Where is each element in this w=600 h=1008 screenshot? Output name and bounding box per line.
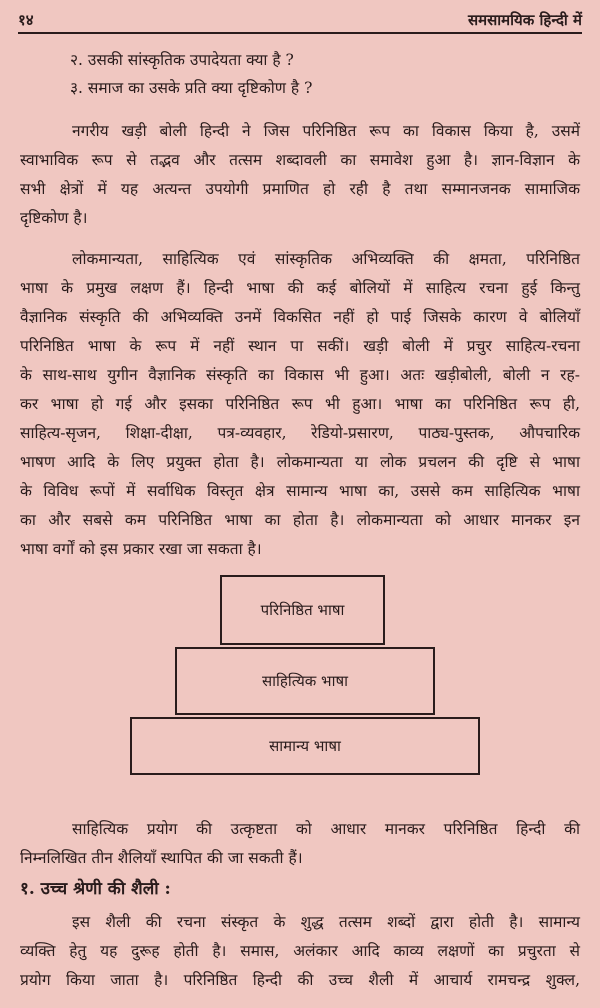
text-line: स्वाभाविक रूप से तद्भव और तत्सम शब्दावली का समावेश हुआ है। ज्ञान-विज्ञान के <box>20 151 580 169</box>
text-line: साहित्यिक प्रयोग की उत्कृष्टता को आधार मानकर परिनिष्ठित हिन्दी की <box>72 820 580 838</box>
paragraph-language-features <box>20 245 580 564</box>
text-line: प्रयोग किया जाता है। परिनिष्ठित हिन्दी की उच्च शैली में आचार्य रामचन्द्र शुक्ल, <box>20 971 580 989</box>
text-line: सभी क्षेत्रों में यह अत्यन्त उपयोगी प्रमाणित हो रही है तथा सम्मानजनक सामाजिक <box>20 180 580 198</box>
question-3: ३. समाज का उसके प्रति क्या दृष्टिकोण है ? <box>70 79 313 97</box>
text-line: कर भाषा हो गई और इसका परिनिष्ठित रूप भी हुआ। भाषा का परिनिष्ठित रूप ही, <box>20 395 580 413</box>
text-line: का और सबसे कम परिनिष्ठित भाषा का होता है। लोकमान्यता को आधार मानकर इन <box>20 511 580 529</box>
text-line: के साथ-साथ युगीन वैज्ञानिक संस्कृति का विकास भी हुआ। अतः खड़ीबोली, बोली न रह- <box>20 366 580 384</box>
tier-label: सामान्य भाषा <box>269 737 341 755</box>
header-rule <box>18 32 582 34</box>
pyramid-tier-standard <box>220 575 385 645</box>
section-heading: १. उच्च श्रेणी की शैली : <box>20 879 171 899</box>
text-line: के विविध रूपों में सर्वाधिक विस्तृत क्षेत्र सामान्य भाषा का, उससे कम साहित्यिक भाषा <box>20 482 580 500</box>
paragraph-high-style <box>20 908 580 995</box>
question-2: २. उसकी सांस्कृतिक उपादेयता क्या है ? <box>70 51 294 69</box>
language-pyramid-diagram <box>130 575 480 775</box>
pyramid-tier-common <box>130 717 480 775</box>
running-title: समसामयिक हिन्दी में <box>468 11 582 29</box>
tier-label: परिनिष्ठित भाषा <box>260 601 345 619</box>
text-line: लोकमान्यता, साहित्यिक एवं सांस्कृतिक अभिव्यक्ति की क्षमता, परिनिष्ठित <box>72 250 580 268</box>
text-line: दृष्टिकोण है। <box>20 209 88 227</box>
text-line: नगरीय खड़ी बोली हिन्दी ने जिस परिनिष्ठित रूप का विकास किया है, उसमें <box>72 122 580 140</box>
paragraph-three-styles <box>20 815 580 873</box>
text-line: भाषा वर्गों को इस प्रकार रखा जा सकता है। <box>20 540 262 558</box>
page-number: १४ <box>18 11 34 29</box>
text-line: परिनिष्ठित भाषा के रूप में नहीं स्थान पा सकीं। खड़ी बोली में प्रचुर साहित्य-रचना <box>20 337 580 355</box>
text-line: वैज्ञानिक संस्कृति की अभिव्यक्ति उनमें विकसित नहीं हो पाई जिसके कारण वे बोलियाँ <box>20 308 580 326</box>
page-header <box>18 6 582 30</box>
text-line: साहित्य-सृजन, शिक्षा-दीक्षा, पत्र-व्यवहार, रेडियो-प्रसारण, पाठ्य-पुस्तक, औपचारिक <box>20 424 580 442</box>
text-line: इस शैली की रचना संस्कृत के शुद्ध तत्सम शब्दों द्वारा होती है। सामान्य <box>72 913 580 931</box>
paragraph-standard-hindi <box>20 117 580 233</box>
text-line: भाषण आदि के लिए प्रयुक्त होता है। लोकमान्यता या लोक प्रचलन की दृष्टि से भाषा <box>20 453 580 471</box>
text-line: व्यक्ति हेतु यह दुरूह होती है। समास, अलंकार आदि काव्य लक्षणों का प्रचुरता से <box>20 942 580 960</box>
tier-label: साहित्यिक भाषा <box>261 672 349 690</box>
question-list <box>70 46 580 102</box>
pyramid-tier-literary <box>175 647 435 715</box>
text-line: भाषा के प्रमुख लक्षण हैं। हिन्दी भाषा की कई बोलियों में साहित्य रचना हुई किन्तु <box>20 279 580 297</box>
text-line: निम्नलिखित तीन शैलियाँ स्थापित की जा सकती हैं। <box>20 849 303 867</box>
